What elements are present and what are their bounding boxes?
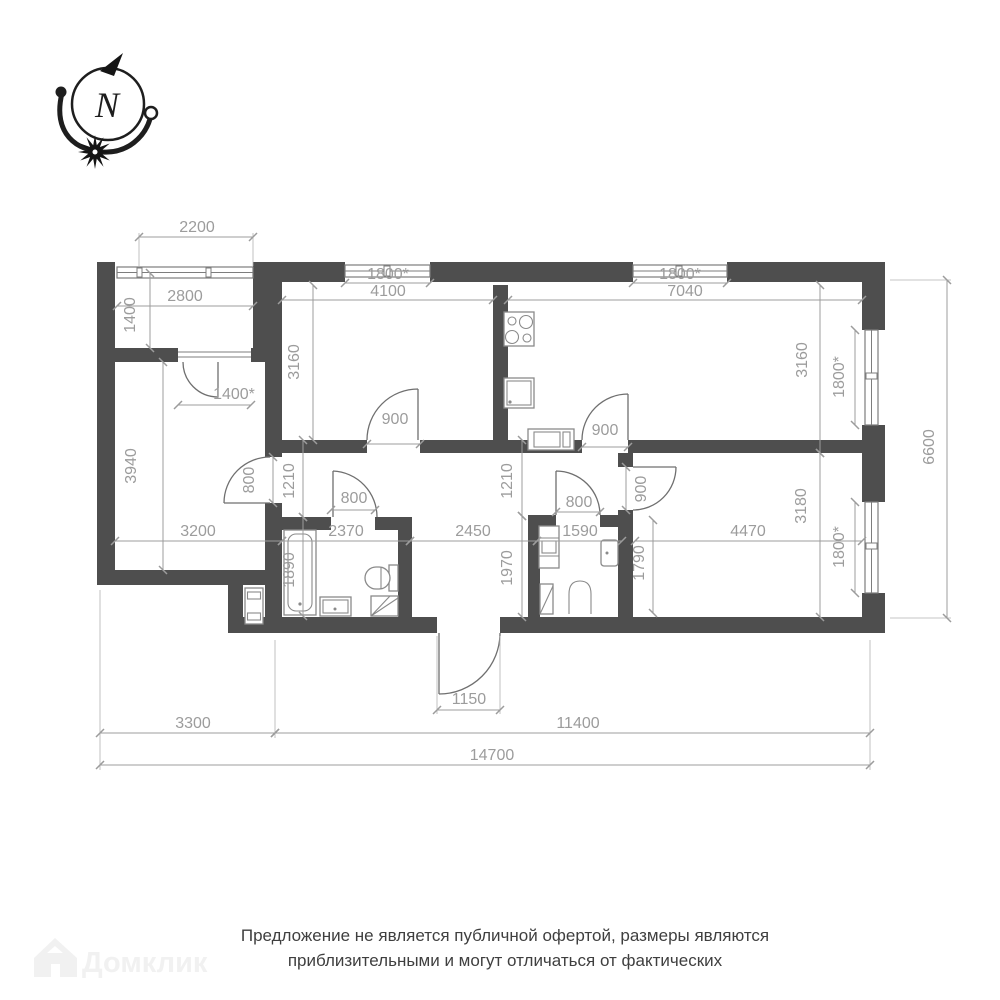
drain-dot [298, 602, 301, 605]
window-mullion [206, 268, 211, 277]
dim-hall-height: 1970 [499, 550, 516, 586]
dim-total-width: 14700 [469, 747, 515, 764]
wall-segment [862, 262, 885, 330]
wall-segment [375, 517, 412, 530]
faucet-dot [606, 552, 609, 555]
dim-balcony-width: 2800 [167, 288, 203, 305]
dim-bottom-right: 11400 [556, 715, 600, 732]
wall-segment [282, 440, 367, 453]
disclaimer-line2: приблизительными и могут отличаться от фактических [287, 951, 723, 970]
wall-segment [528, 515, 540, 617]
dim-door-kitchen: 900 [591, 422, 619, 439]
toilet-bowl-icon [365, 567, 390, 589]
dim-door-bath1: 800 [340, 490, 368, 507]
wall-segment [493, 285, 508, 440]
dim-balcony-door: 1400* [213, 386, 255, 403]
dim-balcony-outer: 2200 [179, 219, 215, 236]
wall-segment [727, 262, 885, 282]
dim-window-top-1: 1800* [367, 266, 409, 283]
disclaimer-line1: Предложение не является публичной офертой, размеры являются [240, 926, 770, 945]
dim-bedroom1-height: 3940 [123, 448, 140, 484]
dim-bath1-width: 2370 [328, 523, 364, 540]
kitchen-sink-icon [504, 378, 534, 408]
wall-segment [862, 425, 885, 502]
dim-kitchen-height: 3160 [794, 342, 811, 378]
dim-bedroom1-width: 3200 [180, 523, 216, 540]
dim-bedroom2-left: 1790 [631, 545, 648, 581]
dim-door-bath2: 800 [565, 494, 593, 511]
dim-kitchen-width: 7040 [667, 283, 703, 300]
wall-segment [272, 517, 331, 530]
dim-bedroom2-width: 4470 [730, 523, 766, 540]
dim-hall-right: 1210 [499, 463, 516, 499]
dim-bath2-width: 1590 [562, 523, 598, 540]
dim-window-right-2: 1800* [831, 526, 848, 568]
walls [97, 262, 885, 633]
wall-segment [430, 262, 633, 282]
wall-segment [398, 530, 412, 617]
dim-door-bedroom2: 900 [633, 475, 650, 503]
toilet2-icon [569, 581, 591, 614]
window-mullion [866, 373, 877, 379]
compass-sun-center [93, 150, 98, 155]
watermark-logo-text: Домклик [82, 947, 208, 979]
footer [34, 926, 769, 979]
dim-window-top-2: 1800* [659, 266, 701, 283]
wall-segment [628, 440, 862, 453]
wall-segment [97, 262, 115, 585]
dim-bedroom2-height: 3180 [793, 488, 810, 524]
dim-balcony-height: 1400 [122, 297, 139, 333]
wall-segment [618, 453, 633, 467]
wall-segment [97, 570, 282, 585]
wall-segment [500, 617, 885, 633]
dim-bottom-left: 3300 [175, 715, 211, 732]
dimension-labels [122, 219, 938, 764]
dim-living-height: 3160 [286, 344, 303, 380]
wall-segment [243, 617, 437, 633]
wall-segment [253, 262, 282, 362]
domclick-house-icon [34, 938, 77, 977]
dim-total-height: 6600 [921, 429, 938, 465]
dim-hall-width: 2450 [455, 523, 491, 540]
dim-hall-left: 1210 [281, 463, 298, 499]
faucet-dot [334, 608, 337, 611]
wall-segment [600, 515, 633, 527]
faucet-dot [508, 400, 511, 403]
dim-door-bedroom1: 800 [241, 466, 258, 494]
doors [183, 362, 676, 694]
compass-dot-icon [56, 87, 67, 98]
dim-bath1-height: 1890 [281, 552, 298, 588]
wall-segment [115, 348, 178, 362]
compass-ring-icon [145, 107, 157, 119]
window-mullion [137, 268, 142, 277]
compass-rose [56, 53, 158, 169]
compass-arrow-icon [100, 53, 123, 76]
wall-segment [228, 585, 243, 633]
bathroom2-sink-icon [601, 540, 618, 566]
dim-door-living: 900 [381, 411, 409, 428]
entry-door-swing [439, 633, 500, 694]
dim-window-right-1: 1800* [831, 356, 848, 398]
window-mullion [866, 543, 877, 549]
wall-segment [265, 362, 282, 457]
wall-segment [251, 348, 282, 362]
dim-entry-door: 1150 [451, 691, 487, 708]
compass-north-label: N [94, 85, 120, 125]
dim-living-width: 4100 [370, 283, 406, 300]
